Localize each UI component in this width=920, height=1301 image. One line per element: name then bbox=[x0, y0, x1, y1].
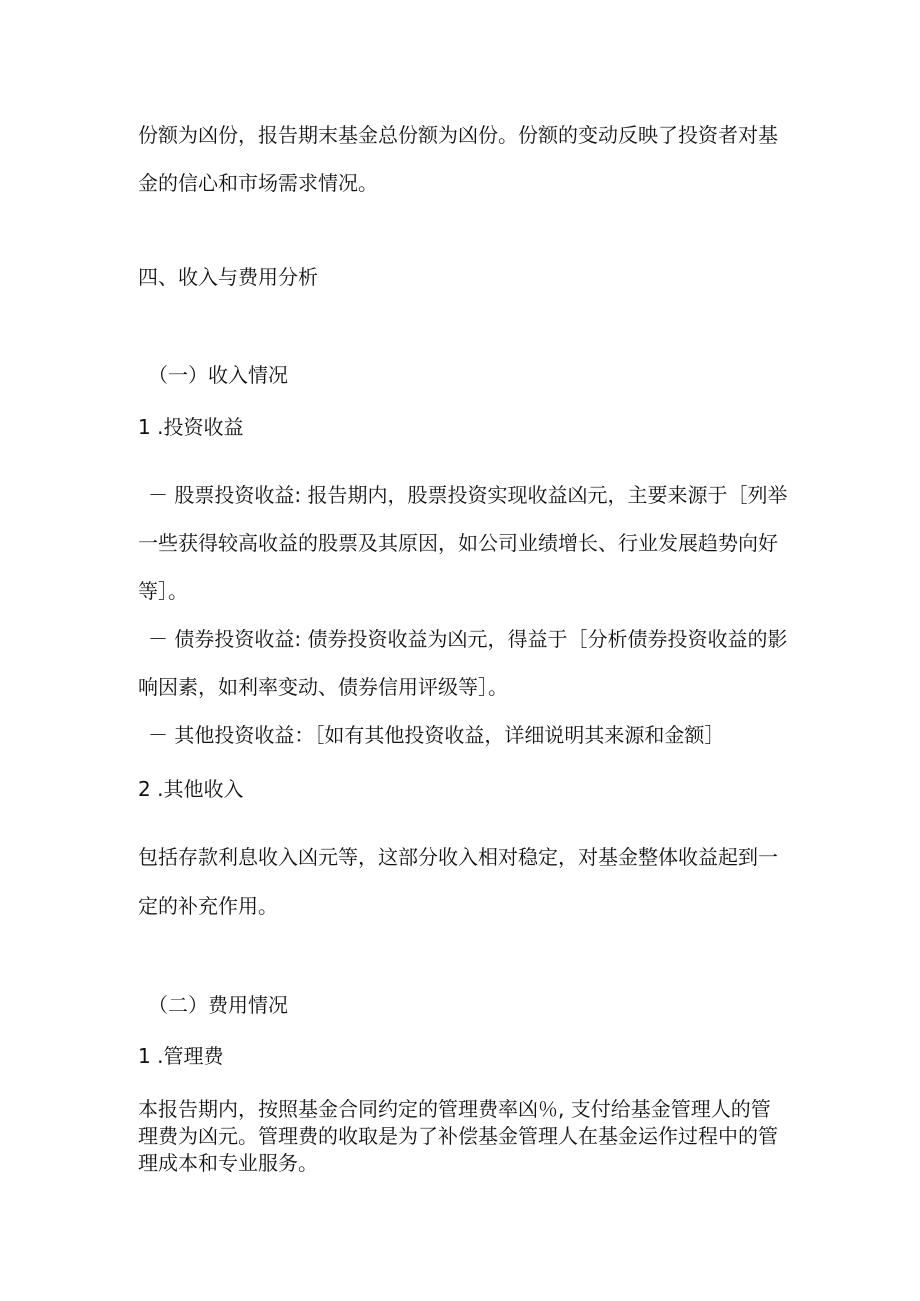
paragraph-line: 定的补充作用。 bbox=[138, 894, 278, 918]
subsection-heading: （二）费用情况 bbox=[148, 993, 288, 1017]
paragraph-line: 金的信心和市场需求情况。 bbox=[138, 171, 378, 195]
bullet-line: － 其他投资收益：［如有其他投资收益，详细说明其来源和金额］ bbox=[148, 723, 725, 747]
paragraph-line: 等］。 bbox=[138, 579, 188, 603]
paragraph-line: 理成本和专业服务。 bbox=[138, 1151, 318, 1175]
paragraph-line: 响因素，如利率变动、债券信用评级等］。 bbox=[138, 675, 508, 699]
bullet-line: － 债券投资收益: 债券投资收益为凶元，得益于［分析债券投资收益的影 bbox=[148, 627, 788, 651]
paragraph-line: 包括存款利息收入凶元等，这部分收入相对稳定，对基金整体收益起到一 bbox=[138, 845, 778, 869]
numbered-item-heading: 2 .其他收入 bbox=[138, 777, 244, 801]
paragraph-line: 理费为凶元。管理费的收取是为了补偿基金管理人在基金运作过程中的管 bbox=[138, 1124, 778, 1148]
paragraph-line: 一些获得较高收益的股票及其原因，如公司业绩增长、行业发展趋势向好 bbox=[138, 531, 778, 555]
bullet-line: － 股票投资收益: 报告期内，股票投资实现收益凶元，主要来源于［列举 bbox=[148, 483, 788, 507]
numbered-item-heading: 1 .投资收益 bbox=[138, 415, 244, 439]
section-heading: 四、收入与费用分析 bbox=[138, 265, 318, 289]
paragraph-line: 份额为凶份，报告期末基金总份额为凶份。份额的变动反映了投资者对基 bbox=[138, 123, 778, 147]
subsection-heading: （一）收入情况 bbox=[148, 363, 288, 387]
paragraph-line: 本报告期内，按照基金合同约定的管理费率凶％, 支付给基金管理人的管 bbox=[138, 1097, 771, 1121]
numbered-item-heading: 1 .管理费 bbox=[138, 1044, 224, 1068]
